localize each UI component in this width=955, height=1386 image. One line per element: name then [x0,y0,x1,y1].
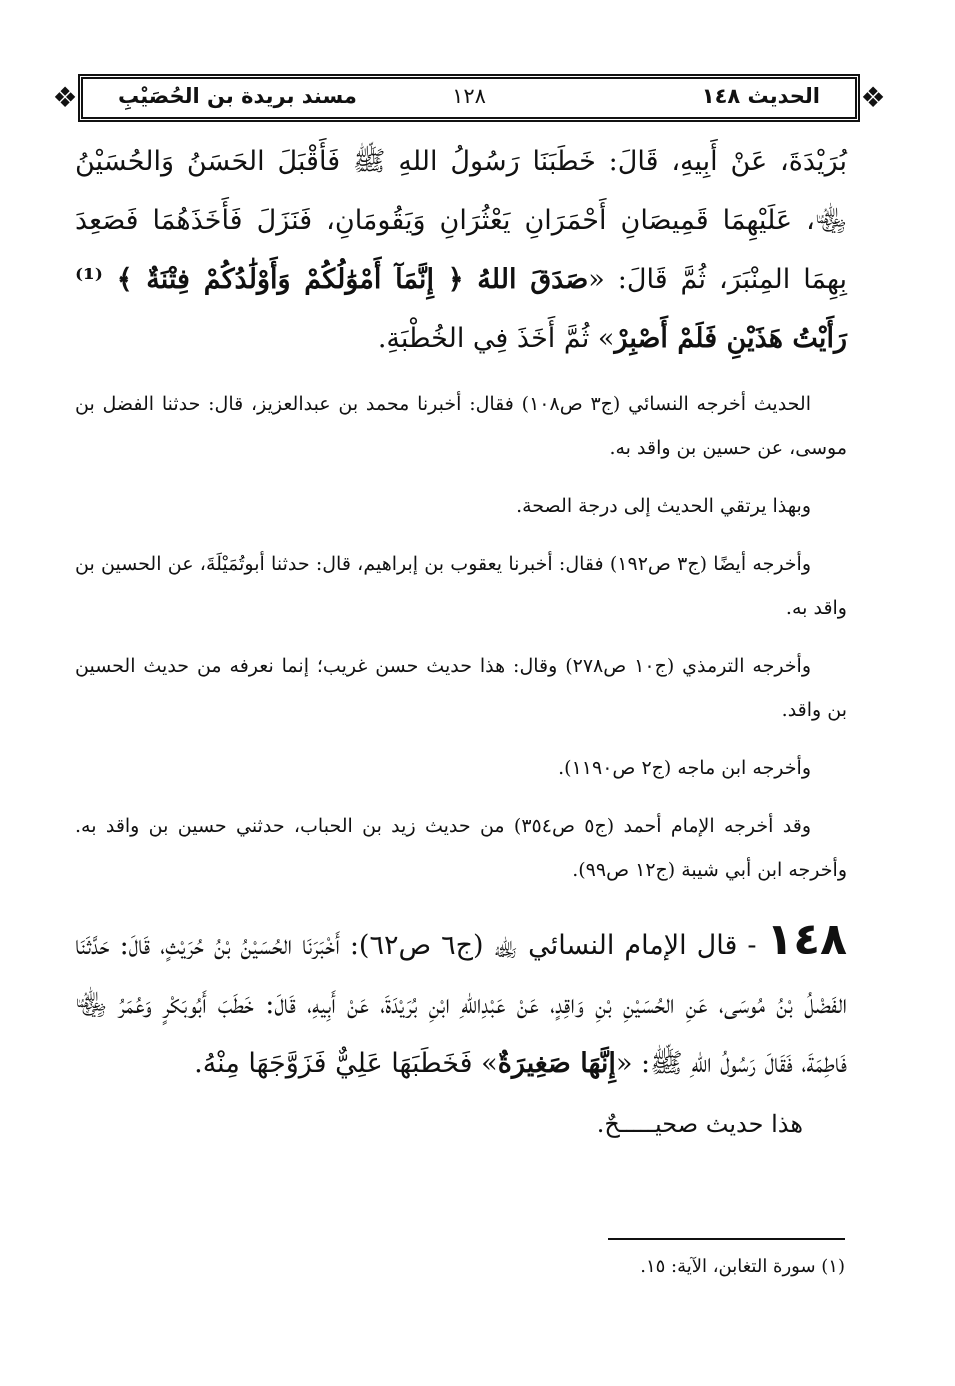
hadith-147-text-b: » ثُمَّ أَخَذَ فِي الخُطْبَةِ. [377,323,615,354]
note-ahmad: وقد أخرجه الإمام أحمد (ج٥ ص٣٥٤) من حديث زيد بن الحباب، حدثني حسين بن واقد به. وأخرجه ابن أبي شيبة (ج١٢ ص٩٩). [75,815,847,881]
note-nasai: الحديث أخرجه النسائي (ج٣ ص١٠٨) فقال: أخبرنا محمد بن عبدالعزيز، قال: حدثنا الفضل بن موسى، عن حسين بن واقد به. [75,393,847,459]
hadith-147-text-a: بُرَيْدَةَ، عَنْ أَبِيهِ، قَالَ: خَطَبَنَا رَسُولُ اللهِ ﷺ فَأَقْبَلَ الحَسَنُ وَالحُسَيْنُ ﵄، عَلَيْهِمَا قَمِيصَانِ أَحْمَرَانِ يَعْثُرَانِ وَيَقُومَانِ، فَنَزَلَ فَأَخَذَهُمَا فَصَعِدَ بِهِمَا المِنْبَرَ، ثُمَّ قَالَ: « [75,146,847,295]
header-hadith-number: الحديث ١٤٨ [701,84,820,108]
note-nasai-2: وأخرجه أيضًا (ج٣ ص١٩٢) فقال: أخبرنا يعقوب بن إبراهيم، قال: حدثنا أبوتُمَيْلَةَ، عن الحسين بن واقد به. [75,553,847,619]
footnote-divider [608,1238,845,1240]
page-body [75,132,847,1149]
note-tirmidhi: وأخرجه الترمذي (ج١٠ ص٢٧٨) وقال: هذا حديث حسن غريب؛ إنما نعرفه من حديث الحسين بن واقد. [75,655,847,721]
hadith-148-text-b: » فَخَطَبَهَا عَلِيٌّ فَزَوَّجَهَا مِنْهُ. [194,1048,498,1079]
header-ornament-right: ❖ [860,81,886,114]
hadith-147-quote: صَدَقَ اللهُ ﴿ إِنَّمَآ أَمْوَٰلُكُمْ وَأَوْلَٰدُكُمْ فِتْنَةٌ ﴾ ⁽¹⁾ رَأَيْتُ هَذَيْنِ فَلَمْ أَصْبِرْ [75,264,847,354]
hadith-148-text-a: - قال الإمام النسائي ﵀ (ج٦ ص٦٢): أَخْبَرَنَا الحُسَيْنُ بْنُ حُرَيْثٍ، قَالَ: حَدَّثَنَا الفَضْلُ بْنُ مُوسَى، عَنِ الحُسَيْنِ بْنِ وَاقِدٍ، عَنْ عَبْدِاللهِ ابْنِ بُرَيْدَةَ، عَنْ أَبِيهِ، قَالَ: خَطَبَ أَبُوبَكْرٍ وَعُمَرُ ﵄ فَاطِمَةَ، فَقَالَ رَسُولُ اللهِ ﷺ: « [75,930,847,1079]
page-number: ١٢٨ [452,84,486,108]
hadith-148-text [75,910,847,1093]
hadith-147-text [75,132,847,368]
hadith-grading: هذا حديث صحيـــــحٌ. [596,1110,803,1138]
note-grading: وبهذا يرتقي الحديث إلى درجة الصحة. [516,495,811,517]
note-ibn-majah: وأخرجه ابن ماجه (ج٢ ص١١٩٠). [558,757,811,779]
footnote: (١) سورة التغابن، الآية: ١٥. [640,1256,845,1277]
hadith-number: ١٤٨ [766,914,847,965]
header-book-title: مسند بريدة بن الحُصَيْبِ [118,84,357,108]
header-ornament-left: ❖ [52,81,78,114]
running-header [48,70,890,126]
hadith-148-quote: إِنَّهَا صَغِيرَةٌ [497,1048,616,1079]
